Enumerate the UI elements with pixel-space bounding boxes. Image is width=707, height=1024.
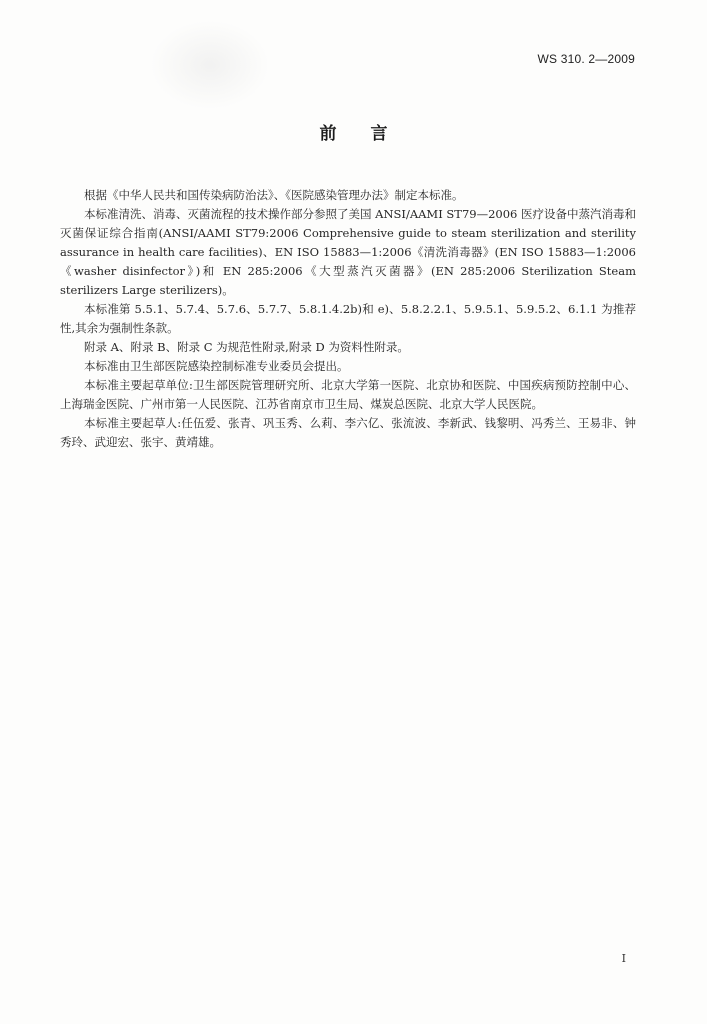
foreword-body [60, 186, 636, 452]
paragraph-drafters: 本标准主要起草人:任伍爱、张青、巩玉秀、么莉、李六亿、张流波、李新武、钱黎明、冯秀兰、王易非、钟秀玲、武迎宏、张宇、黄靖雄。 [60, 416, 636, 449]
page-number: I [621, 952, 626, 965]
paragraph-proposer: 本标准由卫生部医院感染控制标准专业委员会提出。 [84, 359, 349, 373]
paragraph-references: 本标准清洗、消毒、灭菌流程的技术操作部分参照了美国 ANSI/AAMI ST79—2006 医疗设备中蒸汽消毒和灭菌保证综合指南(ANSI/AAMI ST79:2006 Comprehensive guide to steam sterilization and sterility assurance in health care facilities)、EN ISO 15883—1:2006《清洗消毒器》(EN ISO 15883—1:2006《washer disinfector》)和 EN 285:2006《大型蒸汽灭菌器》(EN 285:2006 Sterilization Steam sterilizers Large sterilizers)。 [60, 207, 637, 297]
page-title: 前言 [319, 124, 422, 144]
standard-number: WS 310. 2—2009 [537, 52, 635, 66]
scan-stain [150, 20, 270, 110]
paragraph-legal-basis: 根据《中华人民共和国传染病防治法》、《医院感染管理办法》制定本标准。 [84, 188, 464, 202]
paragraph-annexes: 附录 A、附录 B、附录 C 为规范性附录,附录 D 为资料性附录。 [84, 340, 409, 354]
paragraph-recommended-clauses: 本标准第 5.5.1、5.7.4、5.7.6、5.7.7、5.8.1.4.2b)和 e)、5.8.2.2.1、5.9.5.1、5.9.5.2、6.1.1 为推荐性,其余为强制性条款。 [60, 302, 636, 335]
paragraph-drafting-units: 本标准主要起草单位:卫生部医院管理研究所、北京大学第一医院、北京协和医院、中国疾病预防控制中心、上海瑞金医院、广州市第一人民医院、江苏省南京市卫生局、煤炭总医院、北京大学人民医院。 [60, 378, 636, 411]
